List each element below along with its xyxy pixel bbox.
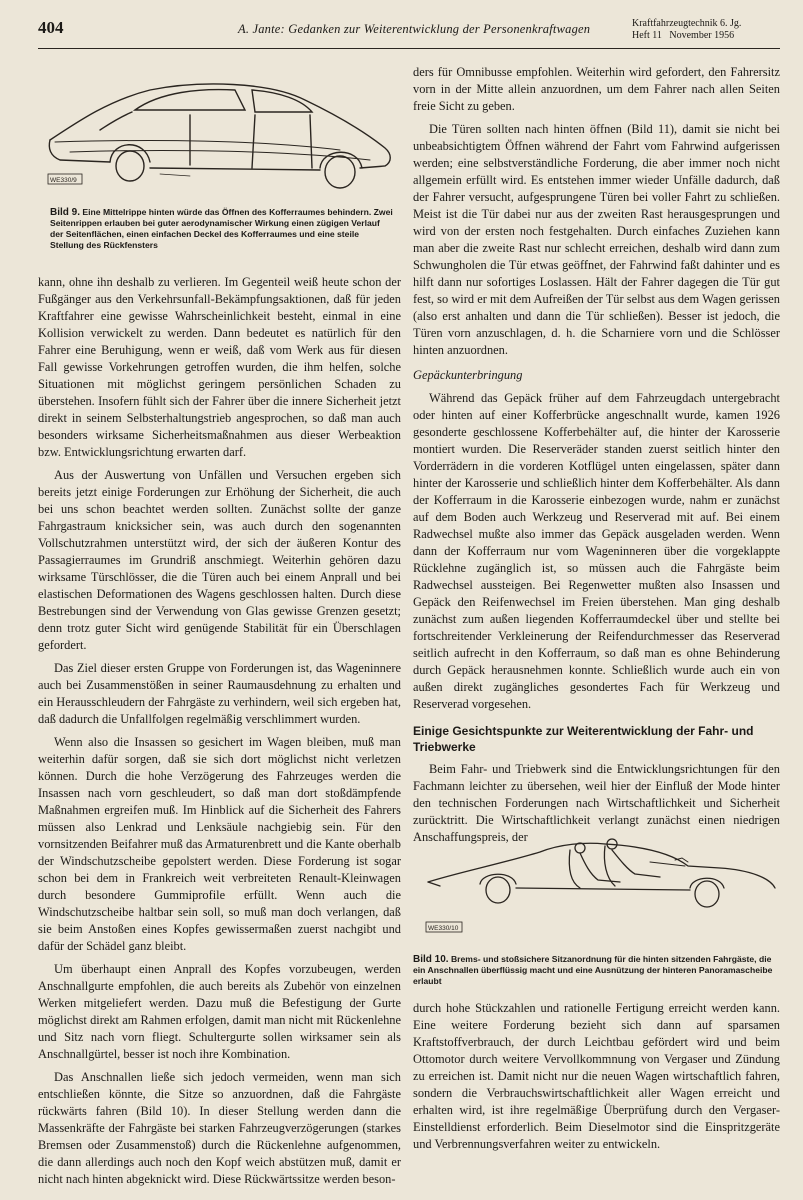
left-paragraph-4: Wenn also die Insassen so gesichert im Wagen bleiben, muß man weiterhin dafür sorgen, daß sie sich dort möglichst nicht verletzen können. Durch die hohe Verzögerung des Fahrzeuges werden die Insassen nach vorn geschleudert, so daß man dort stoßdämpfende Maßnahmen ergreifen muß. Im Hinblick auf die Sicherheit des Fahrers müssen also Lenkrad und Lenksäule nachgiebig sein. Für den vornsitzenden Beifahrer muß das Armaturenbrett und die Kante oberhalb der Windschutzscheibe gepolstert werden. Diese Forderung ist sogar schon bei dem in Frankreich weit verbreiteten Renault-Kleinwagen durch besondere Gummiprofile erfüllt. Wenn auch die Windschutzscheibe haltbar sein soll, so muß man doch verlangen, daß sie beim Anstoßen eines Kopfes gewissermaßen zuerst nachgibt und dafür der Schädel ganz bleibt. xyxy=(38,735,401,953)
left-paragraph-5: Um überhaupt einen Anprall des Kopfes vorzubeugen, werden Anschnallgurte empfohlen, die auch bereits als Zubehör von einzelnen Werken mitgeliefert werden. Dazu muß die Befestigung der Gurte möglichst direkt am Rahmen erfolgen, damit man nicht mit Rückenlehne und Sitz nach vorn fliegt. Schultergurte sollen wirksamer sein als Anschnallgürtel, besser ist noch ihre Kombination. xyxy=(38,962,401,1061)
page-number: 404 xyxy=(38,18,64,37)
right-column xyxy=(413,64,780,852)
figure-9-caption xyxy=(50,207,395,251)
running-title: A. Jante: Gedanken zur Weiterentwicklung der Personenkraftwagen xyxy=(238,22,591,36)
left-paragraph-1: kann, ohne ihn deshalb zu verlieren. Im Gegenteil weiß heute schon der Fußgänger aus den Verkehrsunfall-Bekämpfungsaktionen, daß für jeden Kraftfahrer eine gewisse Wahrscheinlichkeit besteht, einmal in eine Kollision verwickelt zu werden. Dann bedeutet es natürlich für den Fahrer eine Beruhigung, wenn er weiß, daß vom Werk aus für diesen Fall gewisse Vorkehrungen getroffen wurden, die ihm helfen, solche Situationen mit möglichst geringem persönlichen Schaden zu überstehen. Insofern fühlt sich der Fahrer über die innere Sicherheit jetzt direkt in seinem Selbsterhaltungstrieb angesprochen, so daß man auch besonders wirksame Sicherheitsmaßnahmen aus dieser Werbeaktion bzw. Entwicklungsrichtung erwarten darf. xyxy=(38,275,401,459)
figure-10-caption xyxy=(413,954,780,987)
figure-10-label: Bild 10. xyxy=(413,954,449,965)
figure-10-seating-sketch xyxy=(420,822,780,947)
section-heading: Einige Gesichtspunkte zur Weiterentwicklung der Fahr- und Triebwerke xyxy=(413,724,754,754)
right-paragraph-1: ders für Omnibusse empfohlen. Weiterhin wird gefordert, den Fahrersitz vorn in der Mitte allein anzuordnen, um dem Fahrer nach allen Seiten freie Sicht zu geben. xyxy=(413,65,780,113)
figure-9-car-sketch xyxy=(40,70,400,200)
right-paragraph-3: Während das Gepäck früher auf dem Fahrzeugdach untergebracht oder hinten auf einer Kofferbrücke angeschnallt wurde, kamen 1926 gesonderte geschlossene Kofferbehälter auf, die hinter der Karosserie montiert wurden. Die Reserveräder standen zuerst seitlich hinter den Vorderrädern in die vorderen Kotflügel unten eingelassen, später dann hinter der Karosserie und schließlich hinter dem Kofferbehälter. Als dann der Kofferraum in die Karosserie einbezogen wurde, nahm er zunächst auf dem Boden auch Werkzeug und Reserverad mit auf. Bei einem Radwechsel mußte also immer das Gepäck ausgeladen werden. Wenn dann der Kofferraum nur vom Wageninneren über die vorgeklappte Rücklehne zugänglich ist, so müssen auch die Fahrgäste beim Radwechsel aussteigen. Bei Regenwetter mußten also Insassen und Gepäck den Reifenwechsel im Freien überstehen. Man ging deshalb zunächst zum außen liegenden Kofferraumdeckel über und stellte bei fortschreitender Verkleinerung der Reifendurchmesser das Reserverad seitlich aufrecht in den Kofferraum, so daß man es ohne Behinderung durch Gepäck herausnehmen konnte. Schließlich wurde auch ein von außen direkt zugängliches gesondertes Fach für Werkzeug und Reserverad vorgesehen. xyxy=(413,391,780,711)
figure-9-stamp: WE330/9 xyxy=(50,177,77,184)
figure-9-caption-text: Eine Mittelrippe hinten würde das Öffnen des Kofferraumes behindern. Zwei Seitenrippen erlauben bei guter aerodynamischer Wirkung einen zügigen Verlauf der Seitenflächen, einen einfachen Deckel des Kofferraumes und eine steile Stellung des Rückfensters xyxy=(50,207,393,250)
figure-10-stamp: WE330/10 xyxy=(428,925,459,932)
left-paragraph-6: Das Anschnallen ließe sich jedoch vermeiden, wenn man sich entschließen könnte, die Sitze so anzuordnen, daß die Fahrgäste rückwärts fahren (Bild 10). In dieser Stellung werden dann die Massenkräfte der Fahrgäste bei starken Fahrzeugverzögerungen (starkes Bremsen oder Zusammenstoß) durch die Rückenlehne aufgenommen, die dann allerdings auch noch den Kopf weich abstützen muß, damit er nicht nach hinten abgeknickt wird. Diese Rückwärtssitze werden beson- xyxy=(38,1070,401,1186)
figure-9-label: Bild 9. xyxy=(50,207,81,218)
journal-line-1: Kraftfahrzeugtechnik 6. Jg. xyxy=(632,18,742,29)
left-column xyxy=(38,274,401,1194)
journal-info xyxy=(632,18,780,42)
page-header xyxy=(38,18,780,49)
right-paragraph-2: Die Türen sollten nach hinten öffnen (Bild 11), damit sie nicht bei unbeabsichtigtem Öffnen während der Fahrt vom Fahrwind aufgerissen werden; eine selbstverständliche Forderung, die aber immer noch nicht allgemein erfüllt wird. Es entstehen immer wieder Unfälle dadurch, daß der Fahrer versucht, aufgesprungene Türen bei voller Fahrt zu schließen. Meist ist die Tür dabei nur aus der zweiten Rast herausgesprungen und wird von der ersten noch festgehalten. Durch einfaches Zuziehen kann man aber die zweite Rast nur schlecht erreichen, deshalb wird dann zum Schwungholen die Tür etwas geöffnet, der Fahrwind faßt dahinter und es hilft dann nur sofortiges Loslassen. Hält der Fahrer dagegen die Tür gut fest, so wird er mit dem Aufreißen der Tür selbst aus dem Wagen gerissen (also erst anhalten und dann die Tür schließen). Besser ist jedoch, die Türen vorn anzuschlagen, d. h. die Scharniere vorn und die Schlösser hinten anzuordnen. xyxy=(413,122,780,357)
figure-10-caption-text: Brems- und stoßsichere Sitzanordnung für die hinten sitzenden Fahrgäste, die ein Anschnallen überflüssig macht und eine Ausnützung der hinteren Panoramascheibe erlaubt xyxy=(413,954,773,986)
journal-line-2: Heft 11 November 1956 xyxy=(632,30,735,41)
left-paragraph-2: Aus der Auswertung von Unfällen und Versuchen ergeben sich bereits jetzt einige Forderungen zur Erhöhung der Sicherheit, die auch bei uns schon beachtet werden sollten. Zunächst sollte der ganze Fahrgastraum knicksicher sein, was auch durch den sogenannten Vollschutzrahmen unterstützt wird, der sich der äußeren Kontur des Passagierraumes im Grundriß anschmiegt. Weiterhin gehören dazu wirksame Türschlösser, die die Türen auch bei einem Anprall und bei elastischen Deformationen des Wagens geschlossen halten. Durch diese Bestrebungen sind der Verwendung von Glas gewisse Grenzen gesetzt; denn trotz guter Sicht wird genügende Stabilität für ein Überschlagen gefordert. xyxy=(38,468,401,652)
left-paragraph-3: Das Ziel dieser ersten Gruppe von Forderungen ist, das Wageninnere auch bei Zusammenstößen in seiner Raumausdehnung zu erhalten und ein Herausschleudern der Fahrgäste zu verhindern, weil sich ergeben hat, daß dadurch die Unfallfolgen regelmäßig verschlimmert wurden. xyxy=(38,661,401,726)
right-paragraph-4: Beim Fahr- und Triebwerk sind die Entwicklungsrichtungen für den Fachmann leichter zu übersehen, weil hier der Einfluß der Mode hinter den technischen Forderungen nach Wirtschaftlichkeit und Sicherheit zurücktritt. Die Wirtschaftlichkeit verlangt zunächst einen niedrigen Anschaffungspreis, der xyxy=(413,762,780,844)
right-paragraph-5: durch hohe Stückzahlen und rationelle Fertigung erreicht werden kann. Eine weitere Forderung bezieht sich dann auf sparsamen Kraftstoffverbrauch, der durch Leichtbau gefördert wird und beim Ottomotor durch weitere Vervollkommnung von Vergaser und Zündung zu erreichen ist. Damit nicht nur die neuen Wagen wirtschaftlich fahren, sondern die Verbrauchswirtschaftlichkeit aller Wagen erreicht und erhalten wird, ist ihre regelmäßige Überprüfung durch den Vergaser-Einstelldienst erforderlich. Beim Dieselmotor sind die Einspritzgeräte und Verbrennungsverfahren weiter zu entwickeln. xyxy=(413,1001,780,1151)
subheading-gepaeck: Gepäckunterbringung xyxy=(413,368,523,382)
right-column-bottom xyxy=(413,1000,780,1159)
